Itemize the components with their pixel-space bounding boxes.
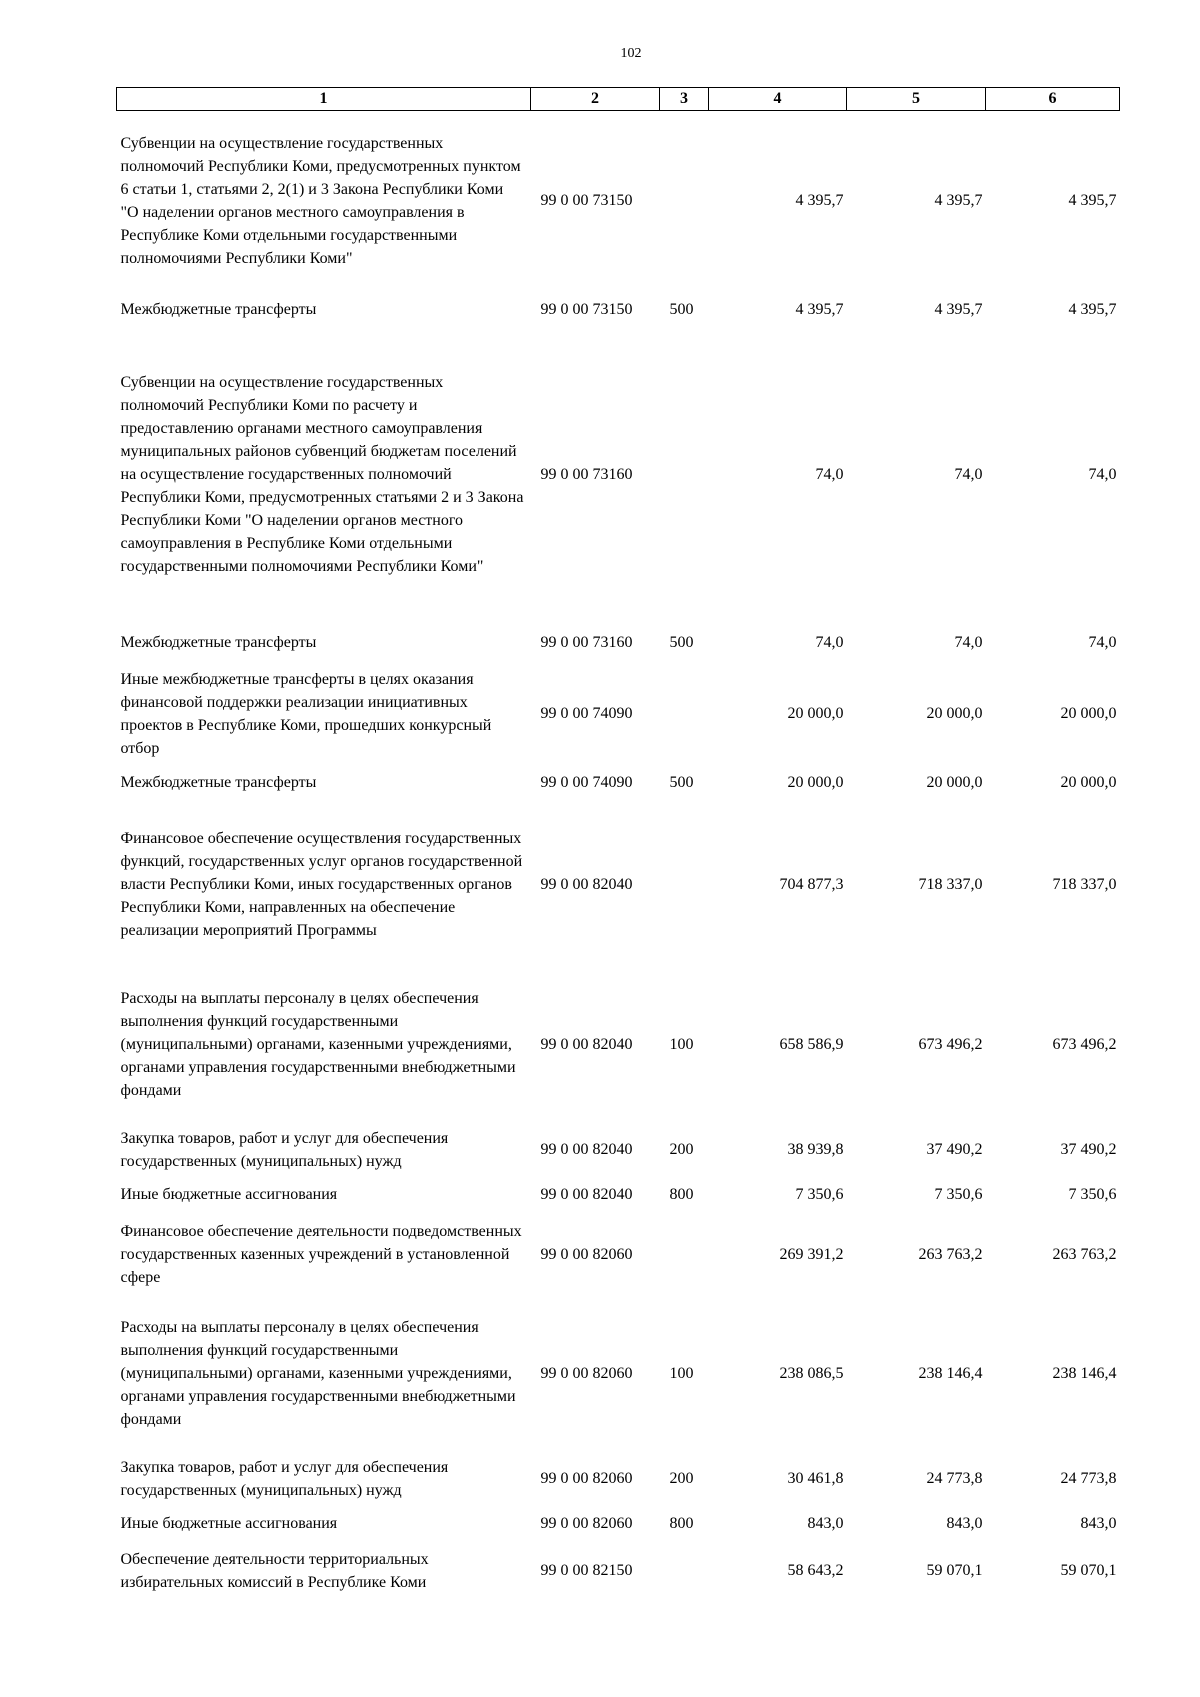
row-name: Иные бюджетные ассигнования bbox=[120, 1515, 338, 1532]
table-row bbox=[117, 764, 1120, 801]
row-value-4: 7 350,6 bbox=[795, 1186, 844, 1203]
row-name: Иные межбюджетные трансферты в целях оказания финансовой поддержки реализации инициативных проектов в Республике Коми, прошедших конкурсный отбор bbox=[120, 670, 492, 757]
row-value-6: 718 337,0 bbox=[1052, 876, 1117, 893]
row-name: Закупка товаров, работ и услуг для обеспечения государственных (муниципальных) нужд bbox=[120, 1129, 449, 1170]
row-value-5: 74,0 bbox=[954, 633, 983, 651]
row-value-6: 59 070,1 bbox=[1060, 1562, 1117, 1579]
row-code: 99 0 00 82060 bbox=[540, 1515, 633, 1532]
row-type: 200 bbox=[669, 1470, 694, 1487]
table-row bbox=[117, 1450, 1120, 1508]
row-name: Субвенции на осуществление государственных полномочий Республики Коми, предусмотренных пунктом 6 статьи 1, статьями 2, 2(1) и 3 Закона Республики Коми "О наделении органов местного самоуправления в Республике Коми отдельными государственными полномочиями Республики Коми" bbox=[120, 134, 521, 267]
row-value-5: 20 000,0 bbox=[926, 773, 983, 791]
table-row bbox=[117, 801, 1120, 969]
row-value-5: 263 763,2 bbox=[918, 1245, 983, 1263]
row-value-6: 4 395,7 bbox=[1068, 300, 1117, 318]
header-col-5: 5 bbox=[847, 88, 986, 111]
row-value-5: 7 350,6 bbox=[934, 1186, 983, 1203]
row-name: Финансовое обеспечение осуществления государственных функций, государственных услуг органов государственной власти Республики Коми, иных государственных органов Республики Коми, направленных на обеспечение реализации мероприятий Программы bbox=[120, 830, 523, 939]
row-value-4: 658 586,9 bbox=[779, 1036, 844, 1053]
row-value-5: 843,0 bbox=[946, 1515, 983, 1532]
table-row bbox=[117, 664, 1120, 764]
row-type: 500 bbox=[669, 773, 694, 791]
row-value-6: 4 395,7 bbox=[1068, 192, 1117, 210]
row-type: 200 bbox=[669, 1141, 694, 1158]
row-type bbox=[660, 801, 709, 969]
row-value-4: 38 939,8 bbox=[787, 1141, 844, 1158]
row-type: 800 bbox=[669, 1515, 694, 1532]
header-col-1: 1 bbox=[117, 88, 531, 111]
row-value-5: 20 000,0 bbox=[926, 705, 983, 722]
row-name: Обеспечение деятельности территориальных избирательных комиссий в Республике Коми bbox=[120, 1550, 429, 1591]
row-code: 99 0 00 73150 bbox=[540, 192, 633, 210]
table-row bbox=[117, 1508, 1120, 1540]
row-type: 100 bbox=[669, 1036, 694, 1053]
row-value-6: 673 496,2 bbox=[1052, 1036, 1117, 1053]
row-value-5: 24 773,8 bbox=[926, 1470, 983, 1487]
table-row bbox=[117, 1540, 1120, 1602]
row-name: Межбюджетные трансферты bbox=[120, 633, 317, 651]
row-code: 99 0 00 82150 bbox=[540, 1562, 633, 1579]
header-col-6: 6 bbox=[986, 88, 1120, 111]
row-name: Финансовое обеспечение деятельности подведомственных государственных казенных учреждений в установленной сфере bbox=[120, 1222, 522, 1286]
row-code: 99 0 00 82040 bbox=[540, 876, 633, 893]
table-row bbox=[117, 328, 1120, 621]
row-value-4: 269 391,2 bbox=[779, 1245, 844, 1263]
row-value-4: 4 395,7 bbox=[795, 300, 844, 318]
row-name: Субвенции на осуществление государственных полномочий Республики Коми по расчету и предоставлению органами местного самоуправления муниципальных районов субвенций бюджетам поселений на осуществление государственных полномочий Республики Коми, предусмотренных статьями 2 и 3 Закона Республики Коми "О наделении органов местного самоуправления в Республике Коми отдельными государственными полномочиями Республики Коми" bbox=[120, 373, 524, 575]
row-code: 99 0 00 82040 bbox=[540, 1186, 633, 1203]
row-type: 800 bbox=[669, 1186, 694, 1203]
row-value-6: 74,0 bbox=[1088, 465, 1117, 483]
row-value-5: 4 395,7 bbox=[934, 192, 983, 210]
row-type: 500 bbox=[669, 633, 694, 651]
row-value-5: 673 496,2 bbox=[918, 1036, 983, 1053]
row-value-4: 843,0 bbox=[807, 1515, 844, 1532]
header-col-2: 2 bbox=[531, 88, 660, 111]
row-value-4: 704 877,3 bbox=[779, 876, 844, 893]
row-name: Иные бюджетные ассигнования bbox=[120, 1186, 338, 1203]
row-value-6: 37 490,2 bbox=[1060, 1141, 1117, 1158]
row-code: 99 0 00 74090 bbox=[540, 705, 633, 722]
row-code: 99 0 00 73150 bbox=[540, 300, 633, 318]
row-type bbox=[660, 328, 709, 621]
row-code: 99 0 00 73160 bbox=[540, 465, 633, 483]
row-type: 500 bbox=[669, 300, 694, 318]
row-value-5: 74,0 bbox=[954, 465, 983, 483]
row-value-5: 238 146,4 bbox=[918, 1365, 983, 1382]
page-number: 102 bbox=[620, 46, 642, 61]
table-row bbox=[117, 1211, 1120, 1298]
row-name: Закупка товаров, работ и услуг для обеспечения государственных (муниципальных) нужд bbox=[120, 1458, 449, 1499]
row-value-5: 59 070,1 bbox=[926, 1562, 983, 1579]
row-value-6: 20 000,0 bbox=[1060, 773, 1117, 791]
row-value-4: 74,0 bbox=[815, 633, 844, 651]
table-row bbox=[117, 621, 1120, 664]
row-value-4: 4 395,7 bbox=[795, 192, 844, 210]
row-code: 99 0 00 82060 bbox=[540, 1365, 633, 1382]
row-type: 100 bbox=[669, 1365, 694, 1382]
table-header-row bbox=[117, 88, 1120, 111]
row-value-6: 238 146,4 bbox=[1052, 1365, 1117, 1382]
row-code: 99 0 00 82040 bbox=[540, 1036, 633, 1053]
row-code: 99 0 00 82060 bbox=[540, 1245, 633, 1263]
row-type bbox=[660, 1211, 709, 1298]
header-col-4: 4 bbox=[709, 88, 847, 111]
row-value-6: 263 763,2 bbox=[1052, 1245, 1117, 1263]
row-code: 99 0 00 82040 bbox=[540, 1141, 633, 1158]
row-value-4: 238 086,5 bbox=[779, 1365, 844, 1382]
row-name: Межбюджетные трансферты bbox=[120, 300, 317, 318]
row-value-4: 30 461,8 bbox=[787, 1470, 844, 1487]
row-code: 99 0 00 82060 bbox=[540, 1470, 633, 1487]
table-row bbox=[117, 111, 1120, 291]
row-value-6: 7 350,6 bbox=[1068, 1186, 1117, 1203]
row-value-5: 718 337,0 bbox=[918, 876, 983, 893]
row-code: 99 0 00 73160 bbox=[540, 633, 633, 651]
budget-table bbox=[116, 87, 1120, 1602]
row-type bbox=[660, 111, 709, 291]
row-value-4: 20 000,0 bbox=[787, 705, 844, 722]
table-row bbox=[117, 1179, 1120, 1211]
row-name: Расходы на выплаты персоналу в целях обеспечения выполнения функций государственными (муниципальными) органами, казенными учреждениями, органами управления государственными внебюджетными фондами bbox=[120, 990, 516, 1099]
row-code: 99 0 00 74090 bbox=[540, 773, 633, 791]
row-value-5: 4 395,7 bbox=[934, 300, 983, 318]
table-row bbox=[117, 1298, 1120, 1450]
row-value-6: 74,0 bbox=[1088, 633, 1117, 651]
row-value-6: 24 773,8 bbox=[1060, 1470, 1117, 1487]
row-value-6: 843,0 bbox=[1080, 1515, 1117, 1532]
row-name: Расходы на выплаты персоналу в целях обеспечения выполнения функций государственными (муниципальными) органами, казенными учреждениями, органами управления государственными внебюджетными фондами bbox=[120, 1319, 516, 1428]
row-value-4: 58 643,2 bbox=[787, 1562, 844, 1579]
table-row bbox=[117, 969, 1120, 1121]
row-type bbox=[660, 1540, 709, 1602]
row-value-6: 20 000,0 bbox=[1060, 705, 1117, 722]
row-value-4: 74,0 bbox=[815, 465, 844, 483]
row-type bbox=[660, 664, 709, 764]
header-col-3: 3 bbox=[660, 88, 709, 111]
table-row bbox=[117, 1121, 1120, 1179]
row-value-5: 37 490,2 bbox=[926, 1141, 983, 1158]
row-value-4: 20 000,0 bbox=[787, 773, 844, 791]
table-row bbox=[117, 291, 1120, 328]
row-name: Межбюджетные трансферты bbox=[120, 773, 317, 791]
